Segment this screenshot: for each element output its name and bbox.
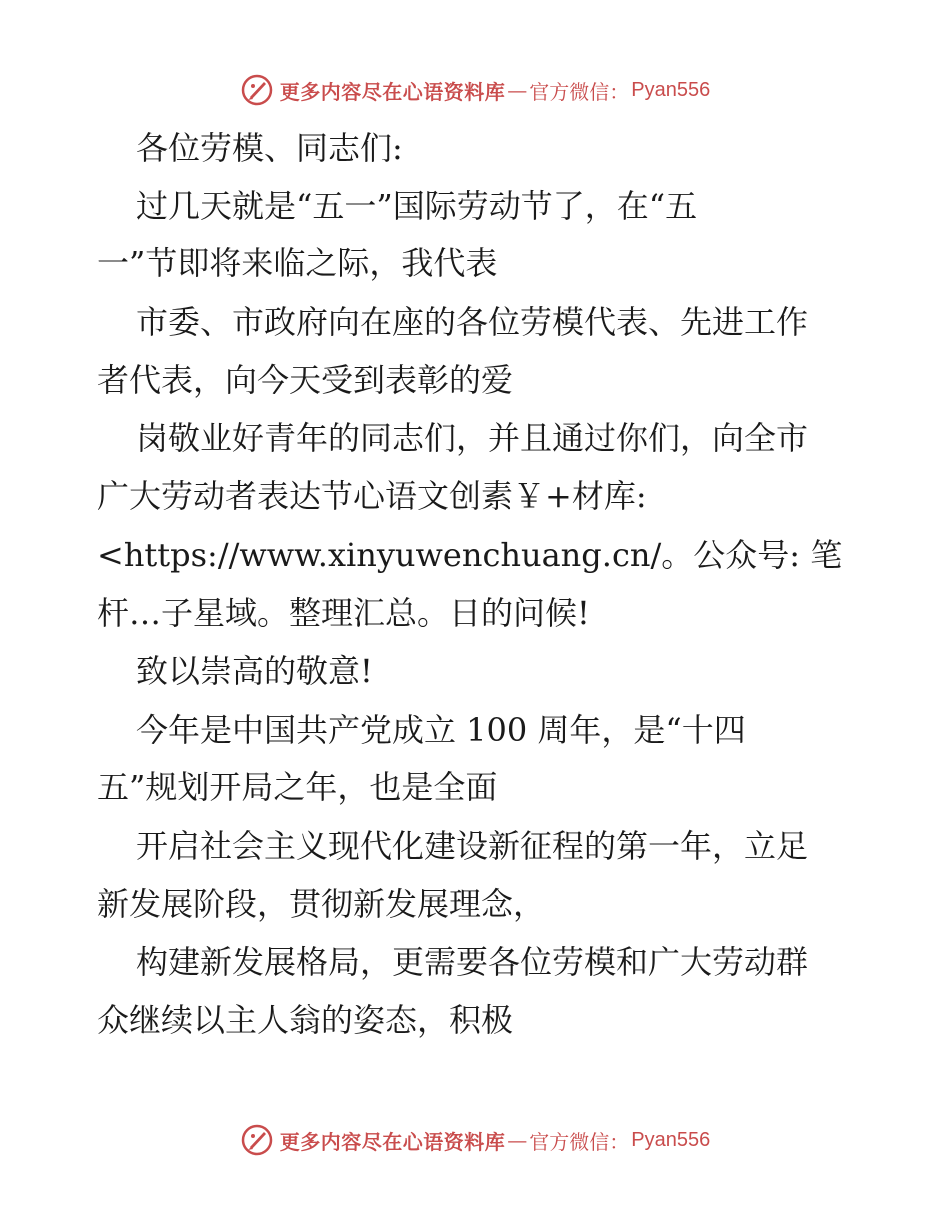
- footer-watermark: [0, 1120, 950, 1160]
- watermark-wechat-id: Pyan556: [631, 78, 711, 101]
- body-line: <https://www.xinyuwenchuang.cn/。公众号: 笔: [97, 536, 843, 574]
- body-line: 广大劳动者表达节心语文创素￥+材库:: [97, 477, 647, 515]
- watermark-brand: 更多内容尽在心语资料库: [279, 79, 506, 104]
- body-line: 过几天就是“五一”国际劳动节了，在“五: [136, 187, 698, 225]
- watermark-brand: 更多内容尽在心语资料库: [279, 1129, 506, 1154]
- body-line: 致以崇高的敬意!: [136, 652, 373, 690]
- body-line: 杆…子星域。整理汇总。日的问候!: [97, 594, 590, 632]
- watermark-wechat-id: Pyan556: [631, 1128, 711, 1151]
- quill-seal-icon: [240, 1123, 274, 1157]
- body-line: 众继续以主人翁的姿态，积极: [97, 1001, 514, 1039]
- body-line: 开启社会主义现代化建设新征程的第一年，立足: [136, 827, 809, 865]
- watermark-separator: —: [507, 1128, 528, 1152]
- body-line: 一”节即将来临之际，我代表: [97, 244, 498, 282]
- header-watermark: [0, 70, 950, 110]
- quill-seal-icon: [240, 73, 274, 107]
- watermark-official-label: 官方微信：: [529, 1129, 630, 1154]
- body-line: 各位劳模、同志们:: [136, 129, 403, 167]
- watermark-official-label: 官方微信：: [529, 79, 630, 104]
- body-line: 者代表，向今天受到表彰的爱: [97, 361, 514, 399]
- watermark-separator: —: [507, 78, 528, 102]
- body-line: 岗敬业好青年的同志们，并且通过你们，向全市: [136, 419, 809, 457]
- body-line: 新发展阶段，贯彻新发展理念，: [97, 885, 546, 923]
- body-line: 市委、市政府向在座的各位劳模代表、先进工作: [136, 303, 809, 341]
- body-line: 构建新发展格局，更需要各位劳模和广大劳动群: [136, 943, 809, 981]
- body-line: 五”规划开局之年，也是全面: [97, 768, 498, 806]
- body-line: 今年是中国共产党成立 100 周年，是“十四: [136, 711, 746, 749]
